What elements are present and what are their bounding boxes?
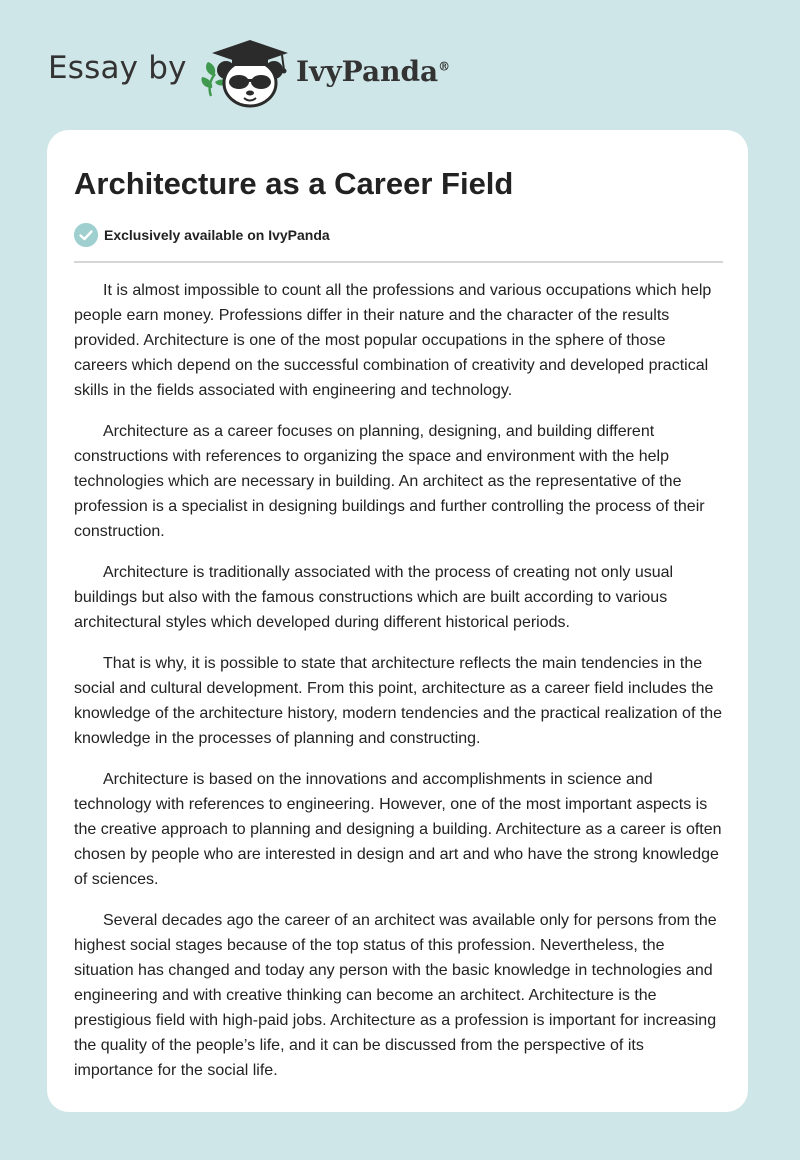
- registered-mark: ®: [438, 59, 451, 74]
- paragraph: Architecture as a career focuses on planning, designing, and building different constructions with references to organizing the space and environment with the help technologies which are necessary in building. An architect as the representative of the profession is a specialist in designing buildings and further controlling the process of their construction.: [74, 423, 705, 540]
- essay-card: [47, 130, 748, 1112]
- panda-graduate-icon: [198, 36, 294, 110]
- paragraph: Architecture is traditionally associated with the process of creating not only usual buildings but also with the famous constructions which are built according to various architectural styles which developed during different historical periods.: [74, 564, 674, 631]
- site-header: [0, 0, 800, 120]
- brand-prefix: Essay by: [48, 50, 187, 86]
- brand-name-text: IvyPanda: [296, 55, 439, 88]
- essay-body: [74, 278, 723, 1099]
- brand-name[interactable]: [296, 55, 450, 88]
- paragraph: Architecture is based on the innovations and accomplishments in science and technology with references to engineering. However, one of the most important aspects is the creative approach to planning and designing a building. Architecture as a career is often chosen by people who are interested in design and art and who have the strong knowledge of sciences.: [74, 771, 722, 888]
- paragraph: Several decades ago the career of an architect was available only for persons from the highest social stages because of the top status of this profession. Nevertheless, the situation has changed and today any person with the basic knowledge in technologies and engineering and with creative thinking can become an architect. Architecture is the prestigious field with high-paid jobs. Architecture as a profession is important for increasing the quality of the people’s life, and it can be discussed from the perspective of its importance for the social life.: [74, 912, 717, 1079]
- title-divider: [74, 261, 723, 263]
- exclusive-badge: [74, 222, 330, 248]
- paragraph: That is why, it is possible to state that architecture reflects the main tendencies in the social and cultural development. From this point, architecture as a career field includes the knowledge of the architecture history, modern tendencies and the practical realization of the knowledge in the processes of planning and constructing.: [74, 655, 723, 747]
- exclusive-badge-text: Exclusively available on IvyPanda: [104, 227, 330, 243]
- paragraph: It is almost impossible to count all the professions and various occupations which help people earn money. Professions differ in their nature and the character of the results provided. Architecture is one of the most popular occupations in the sphere of those careers which depend on the successful combination of creativity and developed practical skills in the fields associated with engineering and technology.: [74, 282, 712, 399]
- check-circle-icon: [74, 223, 98, 247]
- essay-title: Architecture as a Career Field: [74, 166, 514, 201]
